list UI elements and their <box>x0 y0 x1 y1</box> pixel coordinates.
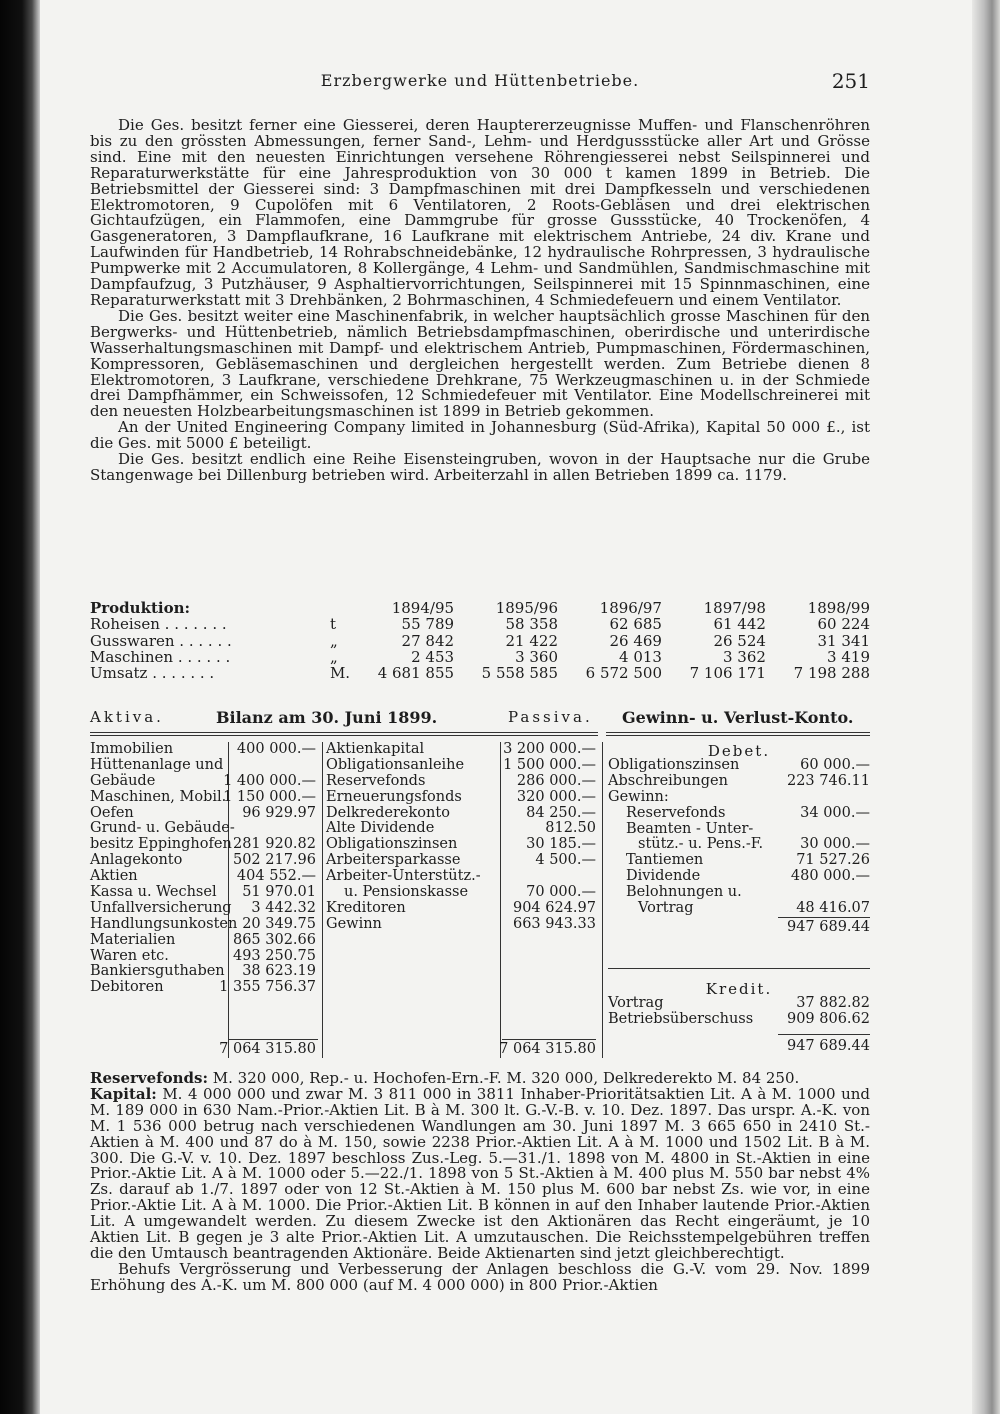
intro-section <box>90 118 870 484</box>
list-item: Erneuerungsfonds 320 000.— <box>326 788 596 805</box>
passiva-label: Passiva. <box>508 708 593 726</box>
list-item: Gewinn: <box>608 788 669 805</box>
scan-binding-shadow <box>0 0 40 1414</box>
cell-value: 6 572 500 <box>585 664 662 683</box>
list-item: Reservefonds 34 000.— <box>626 804 870 821</box>
running-head <box>90 71 870 95</box>
list-item: Vortrag 48 416.07 <box>638 900 870 917</box>
aktiva-sum-rule <box>228 1039 318 1040</box>
cell-value: 27 842 <box>401 631 455 650</box>
scan-page-edge <box>972 0 1000 1414</box>
gv-top-rule <box>606 732 870 733</box>
kredit-total: 947 689.44 <box>786 1038 870 1054</box>
production-header-row <box>90 600 870 616</box>
passiva-total: 7 064 315.80 <box>499 1041 596 1057</box>
passiva-sum-rule <box>502 1039 596 1040</box>
row-unit: t <box>329 615 336 634</box>
list-item: Obligationszinsen 60 000.— <box>608 757 870 773</box>
cell-value: 21 422 <box>505 631 559 650</box>
list-item: u. Pensionskasse 70 000.— <box>344 884 596 901</box>
passiva-list <box>326 742 596 933</box>
list-item: Abschreibungen 223 746.11 <box>608 772 870 789</box>
kredit-label: Kredit. <box>705 980 773 998</box>
list-item: Hüttenanlage und <box>90 756 224 773</box>
cell-value: 55 789 <box>401 615 455 634</box>
cell-value: 3 362 <box>723 648 766 667</box>
debet-end-rule <box>608 968 870 969</box>
aktiva-list <box>90 742 316 996</box>
list-item: besitz Eppinghofen 281 920.82 <box>90 836 316 853</box>
year-header: 1895/96 <box>495 599 559 618</box>
aktiva-total: 7 064 315.80 <box>219 1041 316 1057</box>
list-item: Tantiemen 71 527.26 <box>626 852 870 869</box>
final-paragraph: Behufs Vergrösserung und Verbesserung der Anlagen beschloss die G.-V. vom 29. Nov. 1899 Erhöhung des A.-K. um M. 800 000 (auf M. 4 000 000) in 800 Prior.-Aktien <box>90 1259 870 1294</box>
debet-sum-rule <box>778 917 870 918</box>
cell-value: 3 360 <box>515 648 559 667</box>
paragraph-eisensteingruben: Die Ges. besitzt endlich eine Reihe Eisensteingruben, wovon in der Hauptsache nur die Grube Stangenwage bei Dillenburg betrieben wird. Arbeiterzahl in allen Betrieben 1899 ca. 1179. <box>90 450 870 484</box>
cell-value: 7 106 171 <box>689 664 766 683</box>
year-header: 1898/99 <box>807 599 870 618</box>
footer-section <box>90 1071 870 1294</box>
gv-title: Gewinn- u. Verlust-Konto. <box>622 708 854 727</box>
production-table <box>90 600 870 681</box>
list-item: Handlungsunkosten 20 349.75 <box>90 915 316 932</box>
aktiva-passiva-divider <box>322 742 323 1058</box>
list-item: Maschinen, Mobil. 1 150 000.— <box>90 788 316 805</box>
cell-value: 4 681 855 <box>377 664 455 683</box>
debet-total: 947 689.44 <box>786 919 870 935</box>
year-header: 1896/97 <box>599 599 662 618</box>
row-label: Gusswaren . . . . . . <box>90 631 232 650</box>
paragraph-giesserei: Die Ges. besitzt ferner eine Giesserei, deren Hauptererzeugnisse Muffen- und Flanschenröhren bis zu den grössten Abmessungen, ferner Sand-, Lehm- und Herdgussstücke aller Art und Grösse sind. Eine mit den neuesten Einrichtungen versehene Röhrengiesserei nebst Seilspinnerei und Reparaturwerkstätte für eine Jahresproduktion von 30 000 t kamen 1899 in Betrieb. Die Betriebsmittel der Giesserei sind: 3 Dampfmaschinen mit drei Dampfkesseln und verschiedenen Elektromotoren, 9 Cupolöfen mit 6 Ventilatoren, 2 Roots-Gebläsen und drei elektrischen Gichtaufzügen, ein Flammofen, eine Dammgrube für grosse Gussstücke, 40 Trockenöfen, 4 Gasgeneratoren, 3 Dampflaufkrane, 16 Laufkrane mit elektrischem Antriebe, 24 div. Krane und Laufwinden für Handbetrieb, 14 Rohrabschneidebänke, 12 hydraulische Rohrpressen, 3 hydraulische Pumpwerke mit 2 Accumulatoren, 8 Kollergänge, 4 Lehm- und Sandmühlen, Sandmischmaschine mit Dampfaufzug, 3 Putzhäuser, 9 Asphaltiervorrichtungen, Seilspinnerei mit 15 Spinnmaschinen, eine Reparaturwerkstatt mit 3 Drehbänken, 2 Bohrmaschinen, 4 Schmiedefeuern und einem Ventilator. <box>90 116 870 309</box>
balance-title: Bilanz am 30. Juni 1899. <box>216 708 438 727</box>
cell-value: 26 469 <box>609 631 662 650</box>
cell-value: 60 224 <box>817 615 870 634</box>
list-item: Gewinn 663 943.33 <box>326 915 596 932</box>
balance-top-rule-2 <box>90 735 598 736</box>
row-unit: „ <box>329 648 338 667</box>
list-item: Immobilien 400 000.— <box>90 741 316 757</box>
balance-header <box>90 708 870 730</box>
list-item: Aktien 404 552.— <box>90 868 316 885</box>
list-item: Debitoren 1 355 756.37 <box>90 979 316 996</box>
year-header: 1894/95 <box>391 599 455 618</box>
cell-value: 2 453 <box>411 648 455 667</box>
list-item: Oefen 96 929.97 <box>90 804 316 821</box>
list-item: Aktienkapital 3 200 000.— <box>326 741 596 757</box>
row-label: Umsatz . . . . . . . <box>90 664 215 683</box>
debet-list <box>608 758 870 917</box>
paragraph-beteiligung: An der United Engineering Company limited in Johannesburg (Süd-Afrika), Kapital 50 000 £., ist die Ges. mit 5000 £ beteiligt. <box>90 418 870 453</box>
year-header: 1897/98 <box>703 599 766 618</box>
row-unit: M. <box>329 664 351 683</box>
kredit-list <box>608 996 870 1028</box>
kapital-text: M. 4 000 000 und zwar M. 3 811 000 in 3811 Inhaber-Prioritätsaktien Lit. A à M. 1000 und M. 189 000 in 630 Nam.-Prior.-Aktien Lit. B à M. 300 lt. G.-V.-B. v. 10. Dez. 1897. Das urspr. A.-K. von M. 1 536 000 betrug nach verschiedenen Wandlungen am 30. Juni 1897 M. 3 665 650 in 2410 St.-Aktien à M. 400 und 87 do à M. 150, sowie 2238 Prior.-Aktien Lit. A à M. 1000 und 1502 Lit. B à M. 300. Die G.-V. v. 10. Dez. 1897 beschloss Zus.-Leg. 5.—31./1. 1898 von M. 4800 in St.-Aktien in eine Prior.-Aktie Lit. A à M. 1000 oder 5.—22./1. 1898 von 5 St.-Aktien à M. 400 plus M. 550 bar nebst 4% Zs. darauf ab 1./7. 1897 oder von 12 St.-Aktien à M. 150 plus M. 600 bar nebst Zs. wie vor, in eine Prior.-Aktie Lit. A à M. 1000. Die Prior.-Aktien Lit. B können in auf den Inhaber lautende Prior.-Aktien Lit. A umgewandelt werden. Zu diesem Zwecke ist den Aktionären das Recht eingeräumt, je 10 Aktien Lit. B gegen je 3 alte Prior.-Aktien Lit. A umzutauschen. Die Reichsstempelgebühren treffen die den Umtausch beantragenden Aktionäre. Beide Aktienarten sind jetzt gleichberechtigt. <box>90 1084 870 1262</box>
production-label: Produktion: <box>90 599 191 618</box>
list-item: Beamten - Unter- <box>626 820 754 837</box>
list-item: Alte Dividende 812.50 <box>326 820 596 837</box>
balance-top-rule <box>90 732 598 733</box>
reservefonds-text: M. 320 000, Rep.- u. Hochofen-Ern.-F. M. 320 000, Delkrederekto M. 84 250. <box>212 1069 800 1087</box>
list-item: Kassa u. Wechsel 51 970.01 <box>90 884 316 901</box>
list-item: Bankiersguthaben 38 623.19 <box>90 963 316 980</box>
list-item: Reservefonds 286 000.— <box>326 772 596 789</box>
list-item: Waren etc. 493 250.75 <box>90 947 316 964</box>
list-item: Anlagekonto 502 217.96 <box>90 852 316 869</box>
list-item: Kreditoren 904 624.97 <box>326 899 596 916</box>
cell-value: 61 442 <box>713 615 766 634</box>
running-title: Erzbergwerke und Hüttenbetriebe. <box>320 71 640 90</box>
table-row <box>90 665 870 681</box>
list-item: Arbeitersparkasse 4 500.— <box>326 852 596 869</box>
row-label: Roheisen . . . . . . . <box>90 615 227 634</box>
paragraph-maschinenfabrik: Die Ges. besitzt weiter eine Maschinenfabrik, in welcher hauptsächlich grosse Maschinen für den Bergwerks- und Hüttenbetrieb, nämlich Betriebsdampfmaschinen, oberirdische und unterirdische Wasserhaltungsmaschinen mit Dampf- und elektrischem Antrieb, Pumpmaschinen, Fördermaschinen, Kompressoren, Gebläsemaschinen und dergleichen hergestellt werden. Zum Betriebe dienen 8 Elektromotoren, 3 Laufkrane, verschiedene Drehkrane, 75 Werkzeugmaschinen u. in der Schmiede drei Dampfhämmer, ein Schweissofen, 12 Schmiedefeuer mit Ventilator. Eine Modellschreinerei mit den neuesten Holzbearbeitungsmaschinen ist 1899 in Betrieb gekommen. <box>90 306 870 421</box>
list-item: Vortrag 37 882.82 <box>608 995 870 1011</box>
list-item: Grund- u. Gebäude- <box>90 820 235 837</box>
debet-label: Debet. <box>707 742 771 760</box>
cell-value: 31 341 <box>817 631 870 650</box>
kredit-sum-rule <box>778 1034 870 1035</box>
list-item: Delkrederekonto 84 250.— <box>326 804 596 821</box>
reservefonds-label: Reservefonds: <box>90 1069 208 1087</box>
cell-value: 4 013 <box>619 648 662 667</box>
aktiva-label: Aktiva. <box>90 708 164 726</box>
book-page <box>90 0 870 1414</box>
cell-value: 3 419 <box>827 648 870 667</box>
list-item: Obligationszinsen 30 185.— <box>326 836 596 853</box>
list-item: Belohnungen u. <box>626 884 742 901</box>
kapital-paragraph <box>90 1084 870 1262</box>
list-item: Gebäude 1 400 000.— <box>90 772 316 789</box>
list-item: Unfallversicherung 3 442.32 <box>90 899 316 916</box>
table-row <box>90 633 870 649</box>
page-number: 251 <box>831 69 870 93</box>
cell-value: 7 198 288 <box>793 664 870 683</box>
cell-value: 62 685 <box>609 615 662 634</box>
list-item: Arbeiter-Unterstütz.- <box>326 868 481 885</box>
list-item: Materialien 865 302.66 <box>90 931 316 948</box>
cell-value: 26 524 <box>713 631 766 650</box>
list-item: Betriebsüberschuss 909 806.62 <box>608 1010 870 1027</box>
list-item: Obligationsanleihe 1 500 000.— <box>326 756 596 773</box>
balance-gv-divider <box>602 742 603 1058</box>
row-unit: „ <box>329 631 338 650</box>
kapital-label: Kapital: <box>90 1084 157 1103</box>
cell-value: 5 558 585 <box>481 664 559 683</box>
gv-top-rule-2 <box>606 735 870 736</box>
table-row <box>90 649 870 665</box>
cell-value: 58 358 <box>505 615 559 634</box>
list-item: stütz.- u. Pens.-F. 30 000.— <box>638 836 870 853</box>
list-item: Dividende 480 000.— <box>626 868 870 885</box>
table-row <box>90 616 870 632</box>
row-label: Maschinen . . . . . . <box>90 648 231 667</box>
